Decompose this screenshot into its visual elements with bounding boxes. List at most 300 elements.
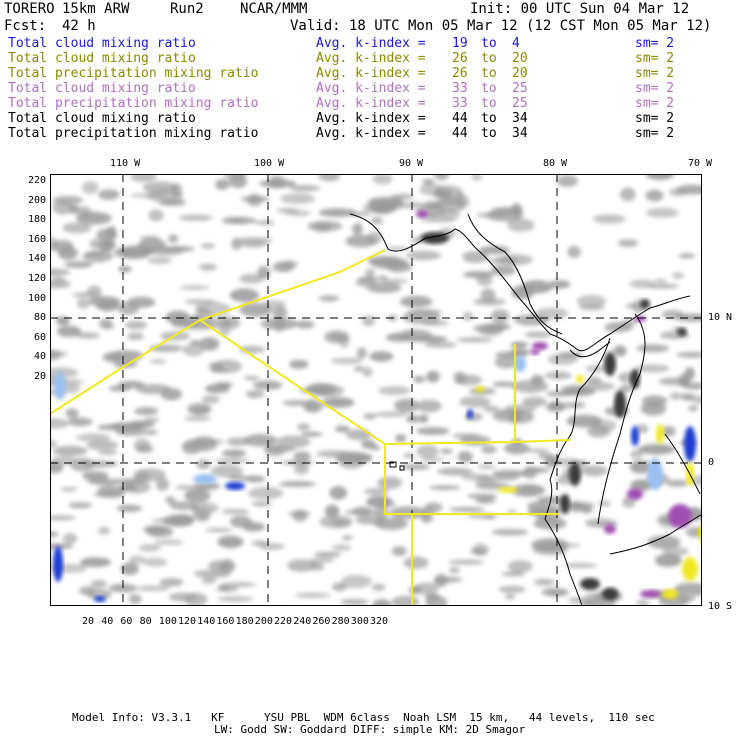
model-name: TORERO xyxy=(4,1,55,17)
kindex-label: Avg. k-index = xyxy=(316,81,426,96)
x-tick-label: 300 xyxy=(350,616,369,627)
model-info-line2: LW: Godd SW: Goddard DIFF: simple KM: 2D Smagor xyxy=(214,723,526,736)
cloud-patch xyxy=(425,593,440,602)
x-tick-label: 60 xyxy=(120,616,133,627)
cloud-patch xyxy=(77,298,90,309)
cloud-patch xyxy=(138,238,165,251)
y-tick-label: 120 xyxy=(27,273,46,284)
kindex-to: 34 xyxy=(512,111,528,126)
dark-gray-cell xyxy=(602,588,618,600)
cloud-patch xyxy=(216,586,238,592)
cloud-patch xyxy=(418,415,429,423)
dark-gray-cell xyxy=(560,494,570,514)
cloud-patch xyxy=(310,384,344,397)
cloud-patch xyxy=(78,206,91,218)
cloud-patch xyxy=(361,440,375,449)
cloud-patch xyxy=(456,375,482,385)
cloud-patch xyxy=(143,525,168,533)
cloud-patch xyxy=(222,450,247,457)
cloud-patch xyxy=(467,494,498,499)
cloud-patch xyxy=(314,552,341,557)
cloud-patch xyxy=(53,240,74,253)
cloud-patch xyxy=(505,594,515,599)
cloud-patch xyxy=(136,586,170,591)
cloud-patch xyxy=(310,562,324,571)
blue-cell xyxy=(53,546,63,582)
cloud-patch xyxy=(524,332,551,338)
lat-label-0: 0 xyxy=(708,457,715,468)
cloud-patch xyxy=(102,353,123,363)
blue-cell xyxy=(94,596,106,602)
cloud-patch xyxy=(452,433,480,438)
cloud-patch xyxy=(508,560,533,572)
cloud-patch xyxy=(230,289,259,303)
cloud-patch xyxy=(527,501,551,510)
cloud-patch xyxy=(654,279,667,283)
dark-gray-cell xyxy=(569,462,581,486)
cloud-patch xyxy=(429,485,460,489)
cloud-patch xyxy=(416,400,441,413)
dark-gray-cell xyxy=(604,352,616,376)
x-tick-label: 260 xyxy=(312,616,331,627)
field-name: Total cloud mixing ratio xyxy=(8,111,196,126)
forecast-label: Fcst: xyxy=(4,18,47,34)
y-tick-label: 140 xyxy=(27,253,46,265)
cloud-patch xyxy=(340,599,368,605)
kindex-from: 33 xyxy=(452,96,468,111)
cloud-patch xyxy=(533,544,568,555)
cloud-patch xyxy=(261,318,298,330)
cloud-patch xyxy=(545,372,572,380)
purple-cell xyxy=(604,524,616,534)
light-blue-cell xyxy=(54,372,66,400)
cloud-patch xyxy=(618,239,638,247)
cloud-patch xyxy=(241,241,267,247)
purple-cell xyxy=(532,342,548,350)
cloud-patch xyxy=(79,586,96,595)
cloud-patch xyxy=(357,347,367,359)
smoothing-label: sm= 2 xyxy=(635,36,675,51)
field-name: Total cloud mixing ratio xyxy=(8,81,196,96)
cloud-patch xyxy=(169,593,197,602)
cloud-patch xyxy=(670,392,681,400)
purple-cell xyxy=(627,488,643,500)
cloud-patch xyxy=(449,507,485,512)
cloud-patch xyxy=(440,449,453,454)
cloud-patch xyxy=(134,407,158,415)
cloud-patch xyxy=(296,320,315,328)
cloud-patch xyxy=(341,575,372,588)
cloud-patch xyxy=(580,465,608,476)
cloud-patch xyxy=(276,435,310,448)
cloud-patch xyxy=(163,246,195,252)
cloud-patch xyxy=(546,592,565,596)
cloud-patch xyxy=(127,333,144,340)
blue-cell xyxy=(631,426,639,446)
cloud-patch xyxy=(394,399,419,413)
cloud-patch xyxy=(293,451,310,461)
dark-gray-cell xyxy=(677,328,687,336)
cloud-patch xyxy=(251,502,272,506)
cloud-patch xyxy=(133,471,149,484)
cloud-patch xyxy=(184,489,210,503)
init-time: Init: 00 UTC Sun 04 Mar 12 xyxy=(470,1,690,17)
cloud-patch xyxy=(301,432,323,437)
cloud-patch xyxy=(448,560,484,565)
cloud-patch xyxy=(367,282,402,293)
cloud-patch xyxy=(83,250,114,262)
cloud-patch xyxy=(68,502,92,508)
cloud-patch xyxy=(565,387,595,396)
cloud-patch xyxy=(471,549,487,554)
cloud-patch xyxy=(406,415,419,423)
smoothing-label: sm= 2 xyxy=(635,66,675,81)
x-tick-label: 220 xyxy=(274,616,293,627)
kindex-label: Avg. k-index = xyxy=(316,51,426,66)
cloud-patch xyxy=(376,500,396,507)
kindex-to: 34 xyxy=(512,126,528,141)
x-tick-label: 20 xyxy=(82,616,95,627)
cloud-patch xyxy=(573,502,594,509)
cloud-patch xyxy=(175,485,194,489)
cloud-patch xyxy=(201,243,215,249)
cloud-patch xyxy=(374,518,408,530)
cloud-patch xyxy=(346,429,371,440)
model-info-line1: Model Info: V3.3.1 KF YSU PBL WDM 6class Noah LSM 15 km, 44 levels, 110 sec xyxy=(72,711,655,724)
x-tick-label: 100 xyxy=(158,616,177,627)
cloud-patch xyxy=(386,261,412,272)
cloud-patch xyxy=(159,199,186,206)
cloud-patch xyxy=(577,295,606,308)
cloud-patch xyxy=(339,334,350,348)
cloud-patch xyxy=(243,376,259,380)
cloud-patch xyxy=(150,359,166,364)
cloud-patch xyxy=(459,396,491,407)
cloud-patch xyxy=(97,425,121,430)
yellow-cell xyxy=(682,557,698,581)
cloud-patch xyxy=(64,261,93,268)
kindex-to: 20 xyxy=(512,66,528,81)
organization: NCAR/MMM xyxy=(240,1,308,17)
kindex-to-label: to xyxy=(481,81,497,96)
kindex-to: 20 xyxy=(512,51,528,66)
kindex-to-label: to xyxy=(481,51,497,66)
cloud-patch xyxy=(499,586,526,593)
cloud-patch xyxy=(135,384,171,394)
cloud-patch xyxy=(106,226,116,237)
cloud-patch xyxy=(642,395,667,406)
cloud-patch xyxy=(378,386,410,395)
cloud-patch xyxy=(245,476,265,483)
kindex-from: 44 xyxy=(452,111,468,126)
cloud-patch xyxy=(377,477,402,490)
cloud-patch xyxy=(402,464,430,469)
cloud-patch xyxy=(98,527,110,535)
lon-label-80w: 80 W xyxy=(543,158,568,169)
lon-label-90w: 90 W xyxy=(399,158,424,169)
cloud-patch xyxy=(218,536,244,548)
y-tick-label: 60 xyxy=(33,331,46,343)
cloud-patch xyxy=(63,533,78,544)
cloud-patch xyxy=(365,269,376,277)
cloud-patch xyxy=(385,246,410,250)
cloud-patch xyxy=(363,413,376,419)
dark-gray-cell xyxy=(580,578,600,590)
cloud-patch xyxy=(199,337,219,350)
kindex-to-label: to xyxy=(481,66,497,81)
cloud-patch xyxy=(202,395,220,404)
cloud-patch xyxy=(305,399,319,412)
y-tick-label: 40 xyxy=(33,351,46,363)
kindex-to: 4 xyxy=(512,36,520,51)
cloud-patch xyxy=(400,296,433,308)
cloud-patch xyxy=(65,408,78,418)
cloud-patch xyxy=(125,321,147,329)
cloud-patch xyxy=(255,220,274,225)
forecast-hour: 42 h xyxy=(62,18,96,34)
smoothing-label: sm= 2 xyxy=(635,96,675,111)
cloud-patch xyxy=(320,516,353,529)
cloud-patch xyxy=(463,312,474,321)
cloud-patch xyxy=(246,390,264,398)
cloud-patch xyxy=(638,444,675,455)
cloud-patch xyxy=(168,235,178,243)
cloud-patch xyxy=(620,188,636,202)
cloud-patch xyxy=(373,174,393,185)
cloud-patch xyxy=(626,304,640,309)
cloud-patch xyxy=(162,515,192,527)
light-blue-cell xyxy=(193,474,217,484)
cloud-patch xyxy=(491,207,523,214)
kindex-from: 33 xyxy=(452,81,468,96)
cloud-patch xyxy=(456,195,470,207)
kindex-from: 26 xyxy=(452,51,468,66)
cloud-patch xyxy=(53,446,88,456)
y-tick-label: 20 xyxy=(33,371,46,382)
kindex-from: 19 xyxy=(452,36,468,51)
kindex-label: Avg. k-index = xyxy=(316,36,426,51)
kindex-to-label: to xyxy=(481,36,497,51)
cloud-patch xyxy=(556,175,578,187)
y-tick-label: 180 xyxy=(27,214,46,226)
y-tick-label: 160 xyxy=(27,233,46,245)
cloud-patch xyxy=(139,544,161,552)
lon-label-100w: 100 W xyxy=(254,158,285,169)
cloud-patch xyxy=(531,375,544,386)
cloud-patch xyxy=(215,382,233,387)
lat-label-10s: 10 S xyxy=(708,601,733,612)
cloud-patch xyxy=(598,501,611,507)
cloud-patch xyxy=(374,412,407,417)
cloud-patch xyxy=(482,476,519,481)
cloud-patch xyxy=(148,257,173,264)
cloud-patch xyxy=(420,218,457,222)
cloud-patch xyxy=(180,285,210,290)
cloud-patch xyxy=(491,529,528,535)
cloud-patch xyxy=(129,594,142,604)
cloud-patch xyxy=(416,427,449,435)
cloud-patch xyxy=(354,366,365,372)
cloud-patch xyxy=(98,450,118,456)
dark-gray-cell xyxy=(640,299,650,309)
cloud-patch xyxy=(437,468,473,476)
cloud-patch xyxy=(478,324,504,336)
cloud-patch xyxy=(678,374,690,387)
cloud-patch xyxy=(118,266,131,273)
kindex-to-label: to xyxy=(481,111,497,126)
x-tick-label: 140 xyxy=(197,616,216,627)
cloud-patch xyxy=(406,251,441,261)
cloud-patch xyxy=(143,181,178,193)
cloud-patch xyxy=(51,456,76,465)
cloud-patch xyxy=(91,580,107,588)
cloud-patch xyxy=(413,376,426,383)
cloud-patch xyxy=(331,358,363,365)
cloud-patch xyxy=(424,201,441,210)
cloud-patch xyxy=(313,223,331,232)
cloud-patch xyxy=(230,516,252,528)
kindex-label: Avg. k-index = xyxy=(316,96,426,111)
cloud-patch xyxy=(335,426,350,433)
x-tick-label: 280 xyxy=(331,616,350,627)
x-tick-label: 120 xyxy=(178,616,197,627)
model-resolution: 15km ARW xyxy=(62,1,130,17)
cloud-patch xyxy=(395,434,406,443)
cloud-patch xyxy=(499,254,533,265)
cloud-patch xyxy=(279,481,316,487)
blue-cell xyxy=(225,482,245,490)
kindex-to: 25 xyxy=(512,81,528,96)
forecast-map xyxy=(50,174,702,606)
cloud-patch xyxy=(194,570,231,578)
cloud-patch xyxy=(391,199,405,210)
cloud-patch xyxy=(332,544,351,551)
cloud-patch xyxy=(593,214,626,223)
cloud-patch xyxy=(449,567,460,574)
cloud-patch xyxy=(604,322,632,332)
x-tick-label: 320 xyxy=(370,616,389,627)
cloud-patch xyxy=(98,189,120,200)
kindex-to-label: to xyxy=(481,126,497,141)
cloud-patch xyxy=(473,298,505,305)
cloud-patch xyxy=(88,479,119,486)
cloud-patch xyxy=(421,457,445,462)
cloud-patch xyxy=(52,201,74,215)
cloud-patch xyxy=(215,179,229,190)
cloud-patch xyxy=(646,190,664,202)
kindex-from: 44 xyxy=(452,126,468,141)
cloud-patch xyxy=(681,393,695,400)
cloud-patch xyxy=(244,434,278,446)
run-label: Run2 xyxy=(170,1,204,17)
cloud-patch xyxy=(241,196,270,202)
yellow-cell xyxy=(475,386,485,392)
cloud-patch xyxy=(630,450,643,459)
cloud-patch xyxy=(369,351,393,361)
cloud-patch xyxy=(273,306,287,319)
cloud-patch xyxy=(565,563,597,568)
cloud-patch xyxy=(248,487,283,499)
lat-label-10n: 10 N xyxy=(708,312,733,323)
cloud-patch xyxy=(491,309,510,322)
cloud-patch xyxy=(134,438,151,451)
valid-time: Valid: 18 UTC Mon 05 Mar 12 (12 CST Mon 05 Mar 12) xyxy=(290,18,712,34)
cloud-patch xyxy=(392,546,407,556)
cloud-patch xyxy=(403,556,428,569)
smoothing-label: sm= 2 xyxy=(635,51,675,66)
lon-label-110w: 110 W xyxy=(110,158,141,169)
cloud-patch xyxy=(60,487,77,492)
cloud-patch xyxy=(511,342,528,349)
cloud-patch xyxy=(117,505,143,512)
cloud-patch xyxy=(359,277,378,282)
cloud-patch xyxy=(558,352,584,358)
cloud-patch xyxy=(170,501,199,510)
cloud-patch xyxy=(377,276,388,281)
cloud-patch xyxy=(678,253,695,258)
cloud-patch xyxy=(251,540,268,546)
cloud-patch xyxy=(492,382,516,387)
cloud-patch xyxy=(636,601,650,605)
cloud-patch xyxy=(371,217,383,224)
cloud-patch xyxy=(187,403,211,415)
yellow-cell xyxy=(576,375,584,383)
cloud-patch xyxy=(672,273,684,279)
cloud-patch xyxy=(166,311,190,324)
cloud-patch xyxy=(417,445,439,458)
cloud-patch xyxy=(688,406,699,412)
cloud-patch xyxy=(646,208,679,218)
cloud-patch xyxy=(280,193,315,204)
cloud-patch xyxy=(629,280,655,289)
cloud-patch xyxy=(277,208,299,212)
cloud-patch xyxy=(281,260,298,268)
cloud-patch xyxy=(294,464,309,475)
y-tick-label: 220 xyxy=(27,175,46,186)
yellow-cell xyxy=(656,424,664,444)
cloud-patch xyxy=(426,371,440,383)
field-name: Total precipitation mixing ratio xyxy=(8,126,259,141)
cloud-patch xyxy=(99,318,113,329)
cloud-patch xyxy=(613,345,626,356)
cloud-patch xyxy=(128,420,155,428)
cloud-patch xyxy=(80,557,111,567)
y-tick-label: 200 xyxy=(27,194,46,206)
field-name: Total cloud mixing ratio xyxy=(8,36,196,51)
kindex-label: Avg. k-index = xyxy=(316,111,426,126)
cloud-patch xyxy=(213,360,242,373)
blue-cell xyxy=(467,409,473,419)
field-name: Total precipitation mixing ratio xyxy=(8,96,259,111)
cloud-patch xyxy=(362,316,375,327)
cloud-patch xyxy=(501,572,525,577)
purple-cell xyxy=(530,349,540,355)
purple-cell xyxy=(668,504,692,528)
cloud-patch xyxy=(289,360,309,369)
kindex-to: 25 xyxy=(512,96,528,111)
smoothing-label: sm= 2 xyxy=(635,126,675,141)
cloud-patch xyxy=(199,264,217,271)
cloud-patch xyxy=(345,509,378,516)
cloud-patch xyxy=(424,342,457,348)
lon-label-70w: 70 W xyxy=(688,158,713,169)
kindex-to-label: to xyxy=(481,96,497,111)
cloud-patch xyxy=(156,478,169,491)
cloud-patch xyxy=(567,246,580,258)
cloud-patch xyxy=(82,181,98,194)
cloud-patch xyxy=(259,180,296,188)
x-tick-label: 200 xyxy=(254,616,273,627)
